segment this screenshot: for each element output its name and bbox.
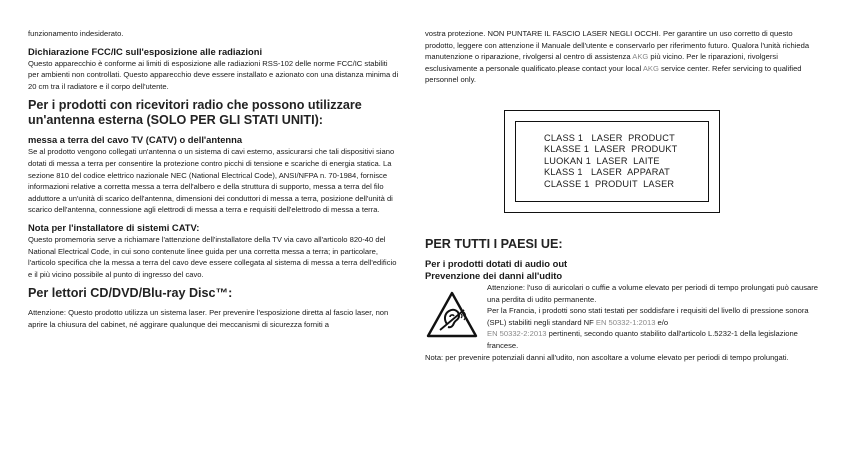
radio-heading: Per i prodotti con ricevitori radio che possono utilizzare un'antenna esterna (SOLO PER GLI STATI UNITI): — [28, 98, 362, 128]
warn-france — [487, 305, 823, 328]
brand-akg-2: AKG — [642, 63, 659, 73]
warn-france-a: Per la Francia, i prodotti sono stati testati per soddisfare i requisiti del livello di pressione sonora (SPL) stabiliti negli standard NF — [487, 306, 809, 327]
hearing-warning-text — [483, 282, 823, 352]
catv-heading: messa a terra del cavo TV (CATV) o dell'antenna — [28, 134, 243, 146]
continued-part-a: vostra protezione. NON PUNTARE IL FASCIO LASER NEGLI OCCHI. Per garantire un uso corretto di questo prodotto, leggere con attenzione il Manuale dell'utente e conservarlo per riferimento futuro. Qualora l'unità richieda manutenzione o riparazione, rivolgersi al centro di assistenza — [425, 29, 810, 62]
laser-class-label — [504, 110, 720, 213]
laser-line-3: LUOKAN 1 LASER LAITE — [544, 155, 660, 166]
warn-headphones: Attenzione: l'uso di auricolari o cuffie a volume elevato per periodi di tempo prolungati può causare una perdita di udito permanente. — [487, 283, 818, 304]
catv-body: Se al prodotto vengono collegati un'antenna o un sistema di cavi esterno, assicurarsi che tali dispositivi siano dotati di messa a terra per consentire la protezione contro picchi di tensione e scariche di energia statica. La sezione 810 del codice elettrico nazionale NEC (National Electrical Code), ANSI/NFPA n. 70-1984, fornisce informazioni relative a corretta messa a terra dell'albero e della struttura di supporto, messa a terra del filo adduttore a un'unità di scarico dell'antenna, dimensioni dei conduttori di messa a terra, posizione dell'unità di scarico dell'antenna, connessione agli elettrodi di messa a terra e requisiti dell'elettrodo di messa a terra. — [28, 147, 395, 215]
right-column — [425, 28, 823, 86]
eu-sub-heading-audio-out: Per i prodotti dotati di audio out — [425, 258, 568, 269]
hearing-damage-warning-icon — [425, 290, 479, 340]
fcc-heading: Dichiarazione FCC/IC sull'esposizione alle radiazioni — [28, 45, 263, 57]
eu-section — [425, 237, 823, 363]
standard-en-1: EN 50332-1:2013 — [595, 317, 656, 327]
standard-en-2: EN 50332-2:2013 — [487, 329, 547, 339]
laser-line-1: CLASS 1 LASER PRODUCT — [544, 132, 675, 143]
warn-france-2 — [487, 328, 823, 351]
hearing-note: Nota: per prevenire potenziali danni all'udito, non ascoltare a volume elevato per periodi di tempo prolungati. — [425, 352, 789, 362]
laser-continued-text — [425, 28, 823, 86]
hearing-warning-row — [425, 282, 823, 352]
intro-text: funzionamento indesiderato. — [28, 29, 124, 38]
continued-part-b: più vicino. Per le riparazioni, rivolgersi esclusivamente a personale qualificato.please contact your local — [425, 52, 778, 73]
eu-sub-heading-hearing: Prevenzione dei danni all'udito — [425, 270, 563, 281]
left-column — [28, 28, 400, 331]
bluray-heading: Per lettori CD/DVD/Blu-ray Disc™: — [28, 286, 233, 301]
warn-france-c: e/o — [655, 317, 669, 327]
installer-heading: Nota per l'installatore di sistemi CATV: — [28, 221, 200, 233]
laser-line-2: KLASSE 1 LASER PRODUKT — [544, 144, 678, 155]
installer-body: Questo promemoria serve a richiamare l'attenzione dell'installatore della TV via cavo all'articolo 820-40 del National Electrical Code, in cui sono contenute linee guida per una corretta messa a terra; in particolare, l'articolo specifica che la messa a terra del cavo deve essere collegata al sistema di messa a terra dell'edificio e il più vicino possibile al punto di ingresso del cavo. — [28, 234, 397, 279]
eu-heading: PER TUTTI I PAESI UE: — [425, 237, 563, 251]
laser-line-4: KLASS 1 LASER APPARAT — [544, 167, 670, 178]
warn-france-d: pertinenti, secondo quanto stabilito dall'articolo L.5232-1 della legislazione francese. — [487, 329, 798, 350]
laser-class-label-inner — [515, 121, 709, 202]
laser-line-5: CLASSE 1 PRODUIT LASER — [544, 178, 675, 189]
brand-akg-1: AKG — [632, 52, 649, 62]
continued-part-c: service center. Refer servicing to qualified personnel only. — [425, 63, 802, 85]
bluray-body: Attenzione: Questo prodotto utilizza un sistema laser. Per prevenire l'esposizione diretta al fascio laser, non aprire la chiusura del cabinet, né aggirare qualunque dei meccanismi di sicurezza forniti a — [28, 308, 389, 329]
fcc-body: Questo apparecchio è conforme ai limiti di esposizione alle radiazioni RSS-102 delle norme FCC/IC stabiliti per ambienti non controllati. Questo apparecchio deve essere installato e azionato con una distanza minima di 20 cm tra il radiatore e il corpo dell'utente. — [28, 58, 399, 91]
